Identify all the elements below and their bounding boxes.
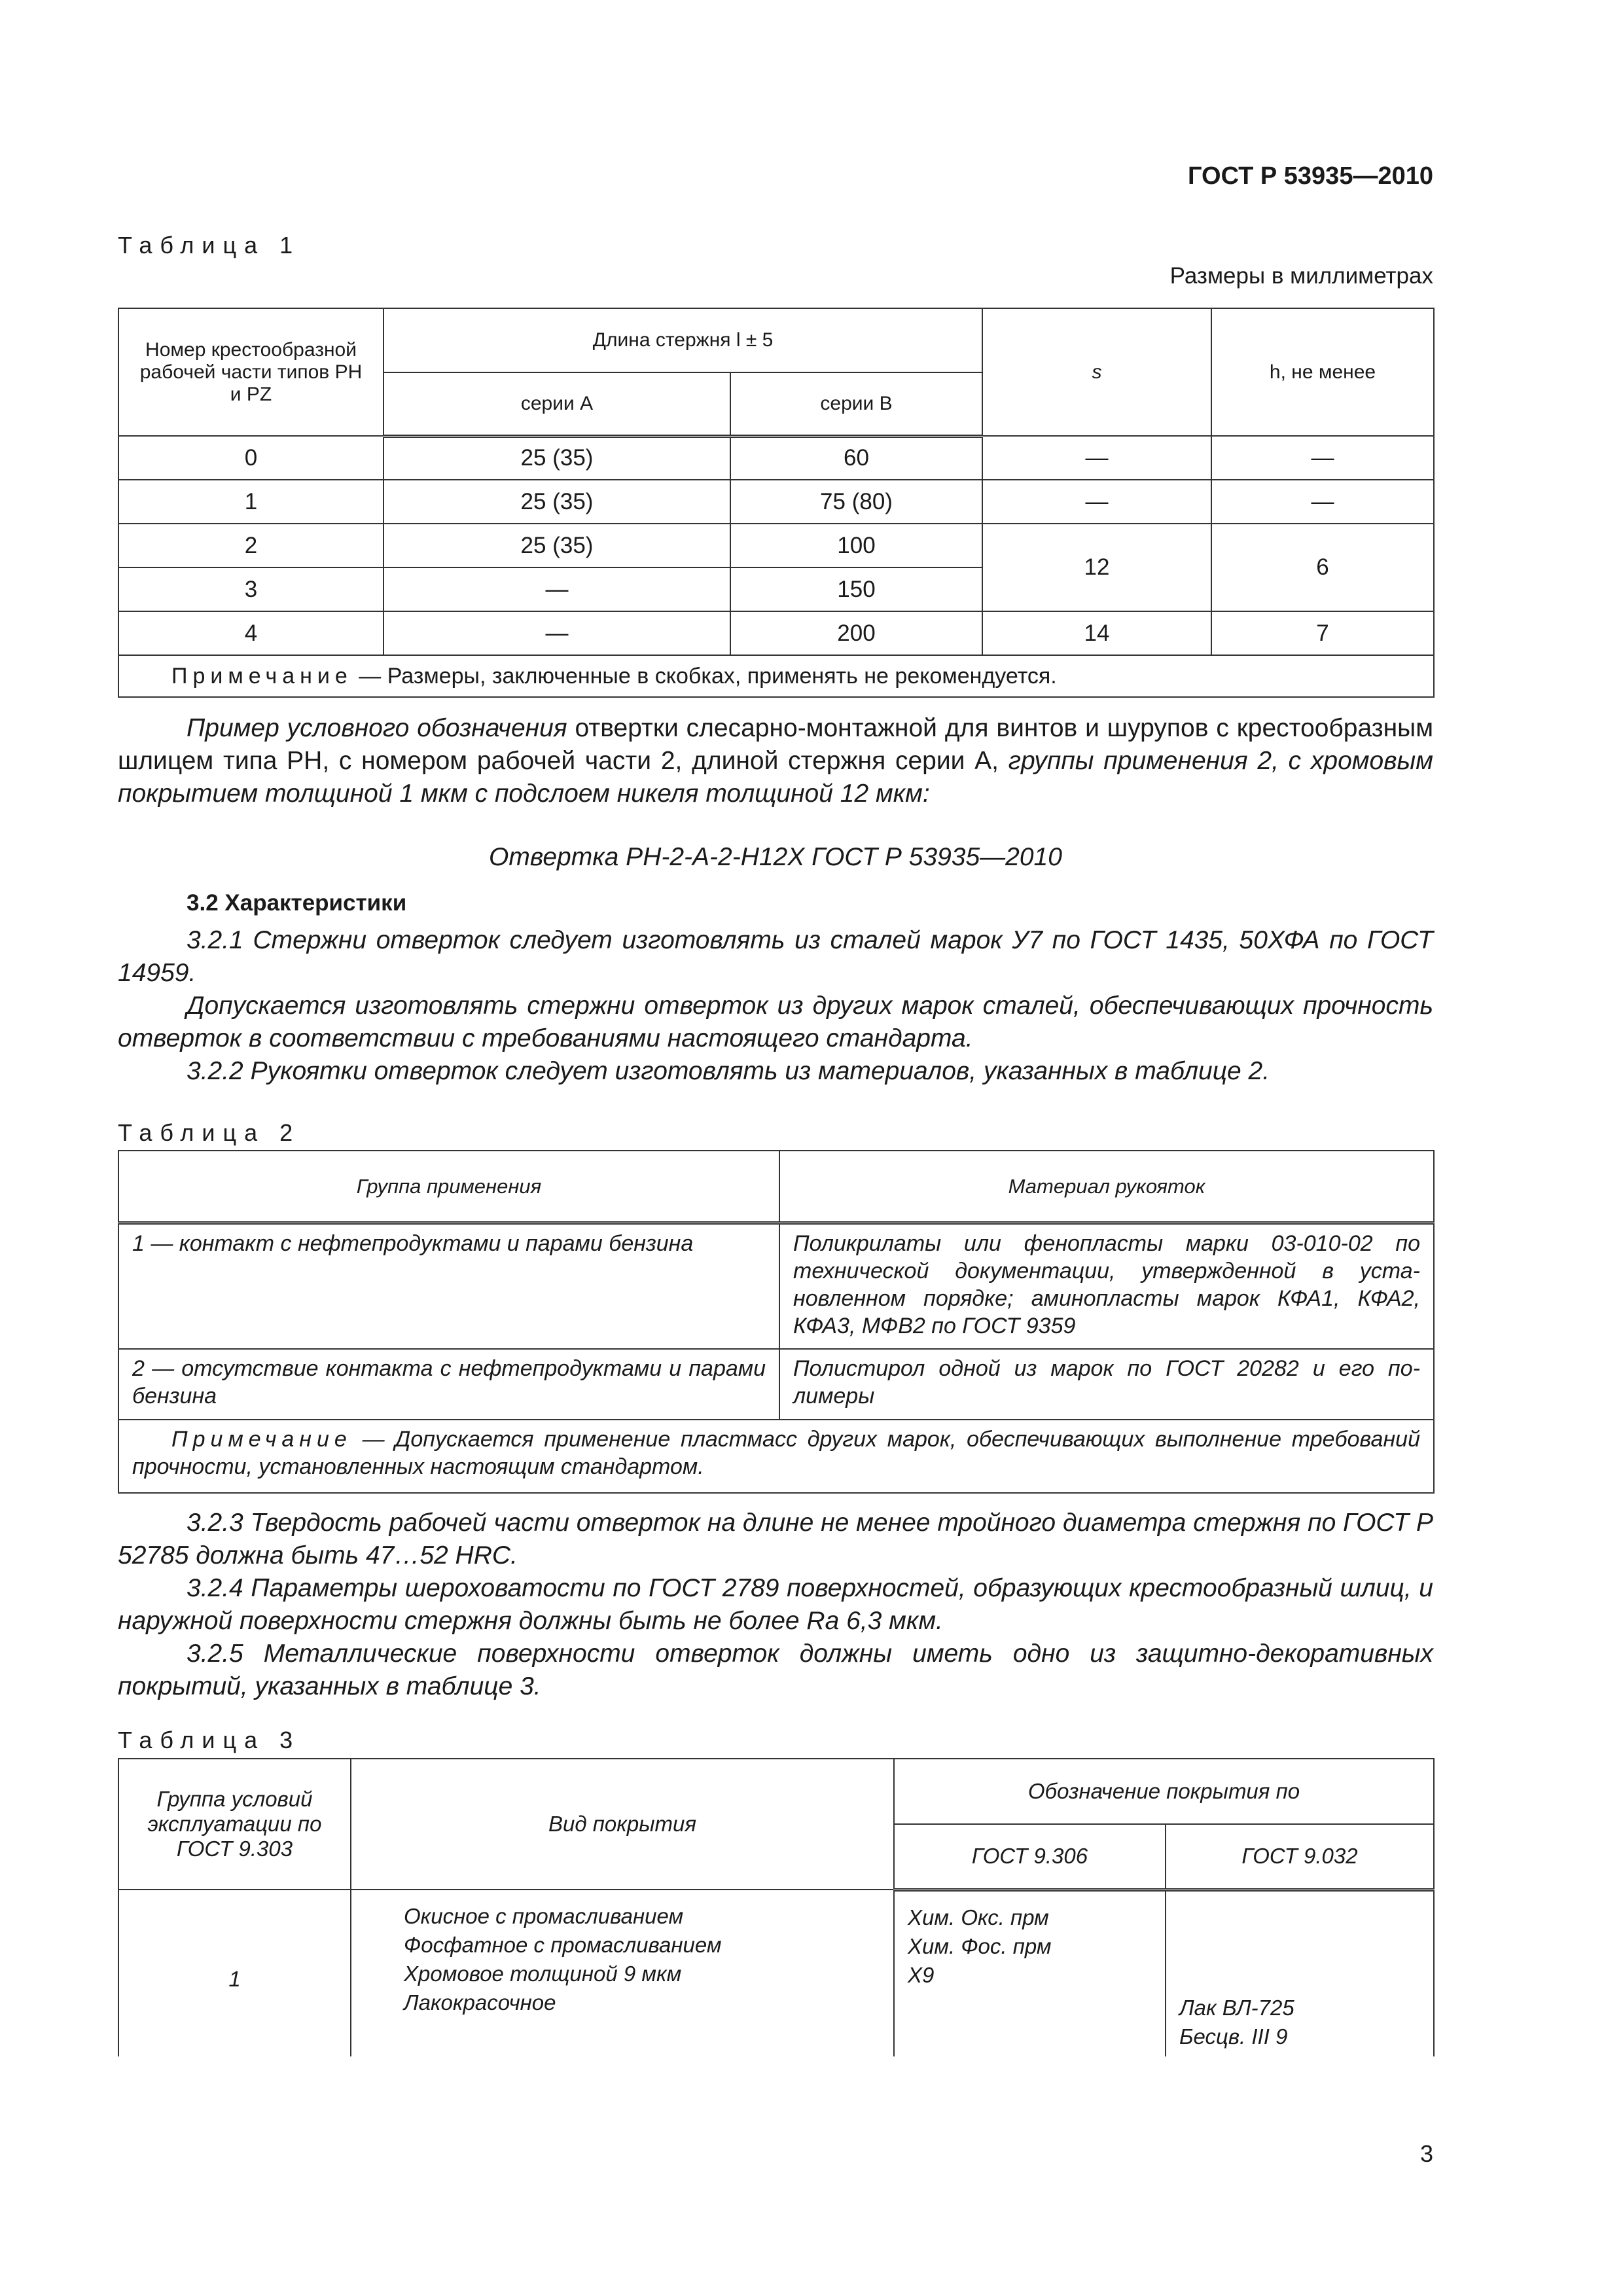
table1-header-series-a: серии А	[383, 372, 730, 436]
paragraph-3-2-1: 3.2.1 Стержни отверток следует изготовлять из сталей марок У7 по ГОСТ 1435, 50ХФА по ГОСТ 14959.	[118, 926, 1433, 987]
cell-series-b: 150	[730, 567, 982, 611]
table3-caption: Таблица 3	[118, 1727, 301, 1753]
table1-header-h: h, не менее	[1211, 308, 1434, 436]
cell-group: 1	[118, 1890, 351, 2056]
note-label: Примечание	[171, 663, 353, 689]
table-row	[118, 480, 1434, 524]
cell-number: 4	[118, 611, 383, 655]
cell-series-b: 200	[730, 611, 982, 655]
table-row	[118, 1349, 1434, 1420]
section-heading: 3.2 Характеристики	[187, 890, 407, 916]
cell-h: —	[1211, 480, 1434, 524]
cell-number: 1	[118, 480, 383, 524]
table1-caption: Таблица 1	[118, 232, 301, 259]
cell-group: 1 — контакт с нефтепродуктами и парами бензина	[118, 1223, 779, 1349]
cell-series-a: —	[383, 567, 730, 611]
table3-header-gost9032: ГОСТ 9.032	[1166, 1824, 1434, 1890]
coating-type: Хромовое толщиной 9 мкм	[404, 1962, 682, 1986]
cell-h: 6	[1211, 524, 1434, 611]
table3-header-group: Группа условий эксплуатации по ГОСТ 9.303	[118, 1759, 351, 1890]
coating-type: Фосфатное с промасливанием	[404, 1933, 722, 1957]
table3	[118, 1758, 1435, 2056]
paragraph-3-2-2: 3.2.2 Рукоятки отверток следует изготовлять из материалов, указанных в таблице 2.	[187, 1057, 1270, 1085]
table2-header-group: Группа применения	[118, 1151, 779, 1223]
table-row	[118, 1223, 1434, 1349]
note-text: — Допускается применение пластмасс других марок, обеспечивающих выполнение требований прочности, установленных настоящим стандартом.	[132, 1426, 1420, 1479]
table3-header-gost9306: ГОСТ 9.306	[894, 1824, 1166, 1890]
cell-material: Полистирол одной из марок по ГОСТ 20282 и его полимеры	[779, 1349, 1434, 1420]
example-lead: Пример условного обозначения	[187, 714, 567, 742]
table-row	[118, 1890, 1434, 2056]
paragraph-3-2-1-cont: Допускается изготовлять стержни отверток из других марок сталей, обеспечивающих прочность отверток в соответствии с требованиями настоящего стандарта.	[118, 992, 1433, 1052]
coating-code: Хим. Окс. прм	[908, 1905, 1049, 1929]
cell-gost9032	[1166, 1890, 1434, 2056]
example-paragraph	[118, 712, 1433, 810]
table2	[118, 1150, 1435, 1494]
table1-units: Размеры в миллиметрах	[1169, 263, 1433, 289]
table-row	[118, 524, 1434, 567]
cell-h: 7	[1211, 611, 1434, 655]
cell-series-b: 75 (80)	[730, 480, 982, 524]
cell-gost9306	[894, 1890, 1166, 2056]
cell-series-b: 60	[730, 436, 982, 480]
table2-note	[118, 1420, 1434, 1493]
table-row	[118, 611, 1434, 655]
cell-series-a: 25 (35)	[383, 480, 730, 524]
cell-group: 2 — отсутствие контакта с нефтепродуктами и парами бензина	[118, 1349, 779, 1420]
table1	[118, 308, 1435, 698]
cell-number: 3	[118, 567, 383, 611]
cell-s: —	[982, 480, 1211, 524]
example-body: отвертки слесарно-монтажной для винтов и шурупов с крестообразным шлицем типа PH, с номером рабочей части 2, длиной стержня серии А,	[118, 714, 1434, 775]
cell-series-a: 25 (35)	[383, 524, 730, 567]
cell-series-a: 25 (35)	[383, 436, 730, 480]
table3-header-designation: Обозначение покрытия по	[894, 1759, 1434, 1824]
table1-note	[118, 655, 1434, 697]
cell-series-b: 100	[730, 524, 982, 567]
table1-header-length: Длина стержня l ± 5	[383, 308, 982, 372]
example-designation: Отвертка PH-2-А-2-Н12Х ГОСТ Р 53935—2010	[489, 843, 1062, 871]
cell-number: 2	[118, 524, 383, 567]
cell-number: 0	[118, 436, 383, 480]
cell-s: —	[982, 436, 1211, 480]
table2-caption: Таблица 2	[118, 1119, 301, 1146]
note-label: Примечание	[171, 1426, 352, 1452]
cell-material: Поликрилаты или фенопласты марки 03-010-02 по технической документации, утвержденной в установленном порядке; аминопласты марок КФА1, КФА2, КФА3, МФВ2 по ГОСТ 9359	[779, 1223, 1434, 1349]
paragraph-3-2-3: 3.2.3 Твердость рабочей части отверток на длине не менее тройного диаметра стержня по ГОСТ Р 52785 должна быть 47…52 HRC.	[118, 1509, 1433, 1570]
coating-type: Окисное с промасливанием	[404, 1904, 684, 1928]
table2-header-material: Материал рукояток	[779, 1151, 1434, 1223]
standard-designation: ГОСТ Р 53935—2010	[1188, 162, 1433, 190]
table1-header-series-b: серии В	[730, 372, 982, 436]
example-tail: группы применения 2, с хромовым покрытием толщиной 1 мкм с подслоем никеля толщиной 12 мкм:	[118, 747, 1433, 808]
coating-type: Лакокрасочное	[404, 1990, 556, 2015]
table-row	[118, 436, 1434, 480]
coating-code: Лак ВЛ-725	[1179, 1996, 1294, 2020]
page-number: 3	[1419, 2140, 1433, 2167]
cell-series-a: —	[383, 611, 730, 655]
table3-header-type: Вид покрытия	[351, 1759, 894, 1890]
coating-code: Х9	[908, 1962, 935, 1987]
coating-code: Бесцв. III 9	[1179, 2024, 1288, 2049]
table1-header-s: s	[982, 308, 1211, 436]
paragraph-3-2-5: 3.2.5 Металлические поверхности отверток должны иметь одно из защитно-декоративных покрытий, указанных в таблице 3.	[118, 1640, 1433, 1700]
note-text: — Размеры, заключенные в скобках, применять не рекомендуется.	[352, 663, 1057, 689]
cell-s: 14	[982, 611, 1211, 655]
table1-header-number: Номер крестообразной рабочей части типов PH и PZ	[118, 308, 383, 436]
coating-code: Хим. Фос. прм	[908, 1933, 1052, 1958]
cell-coating-types	[351, 1890, 894, 2056]
paragraph-3-2-4: 3.2.4 Параметры шероховатости по ГОСТ 2789 поверхностей, образующих крестообразный шлиц, и наружной поверхности стержня должны быть не более Ra 6,3 мкм.	[118, 1574, 1433, 1635]
cell-s: 12	[982, 524, 1211, 611]
cell-h: —	[1211, 436, 1434, 480]
